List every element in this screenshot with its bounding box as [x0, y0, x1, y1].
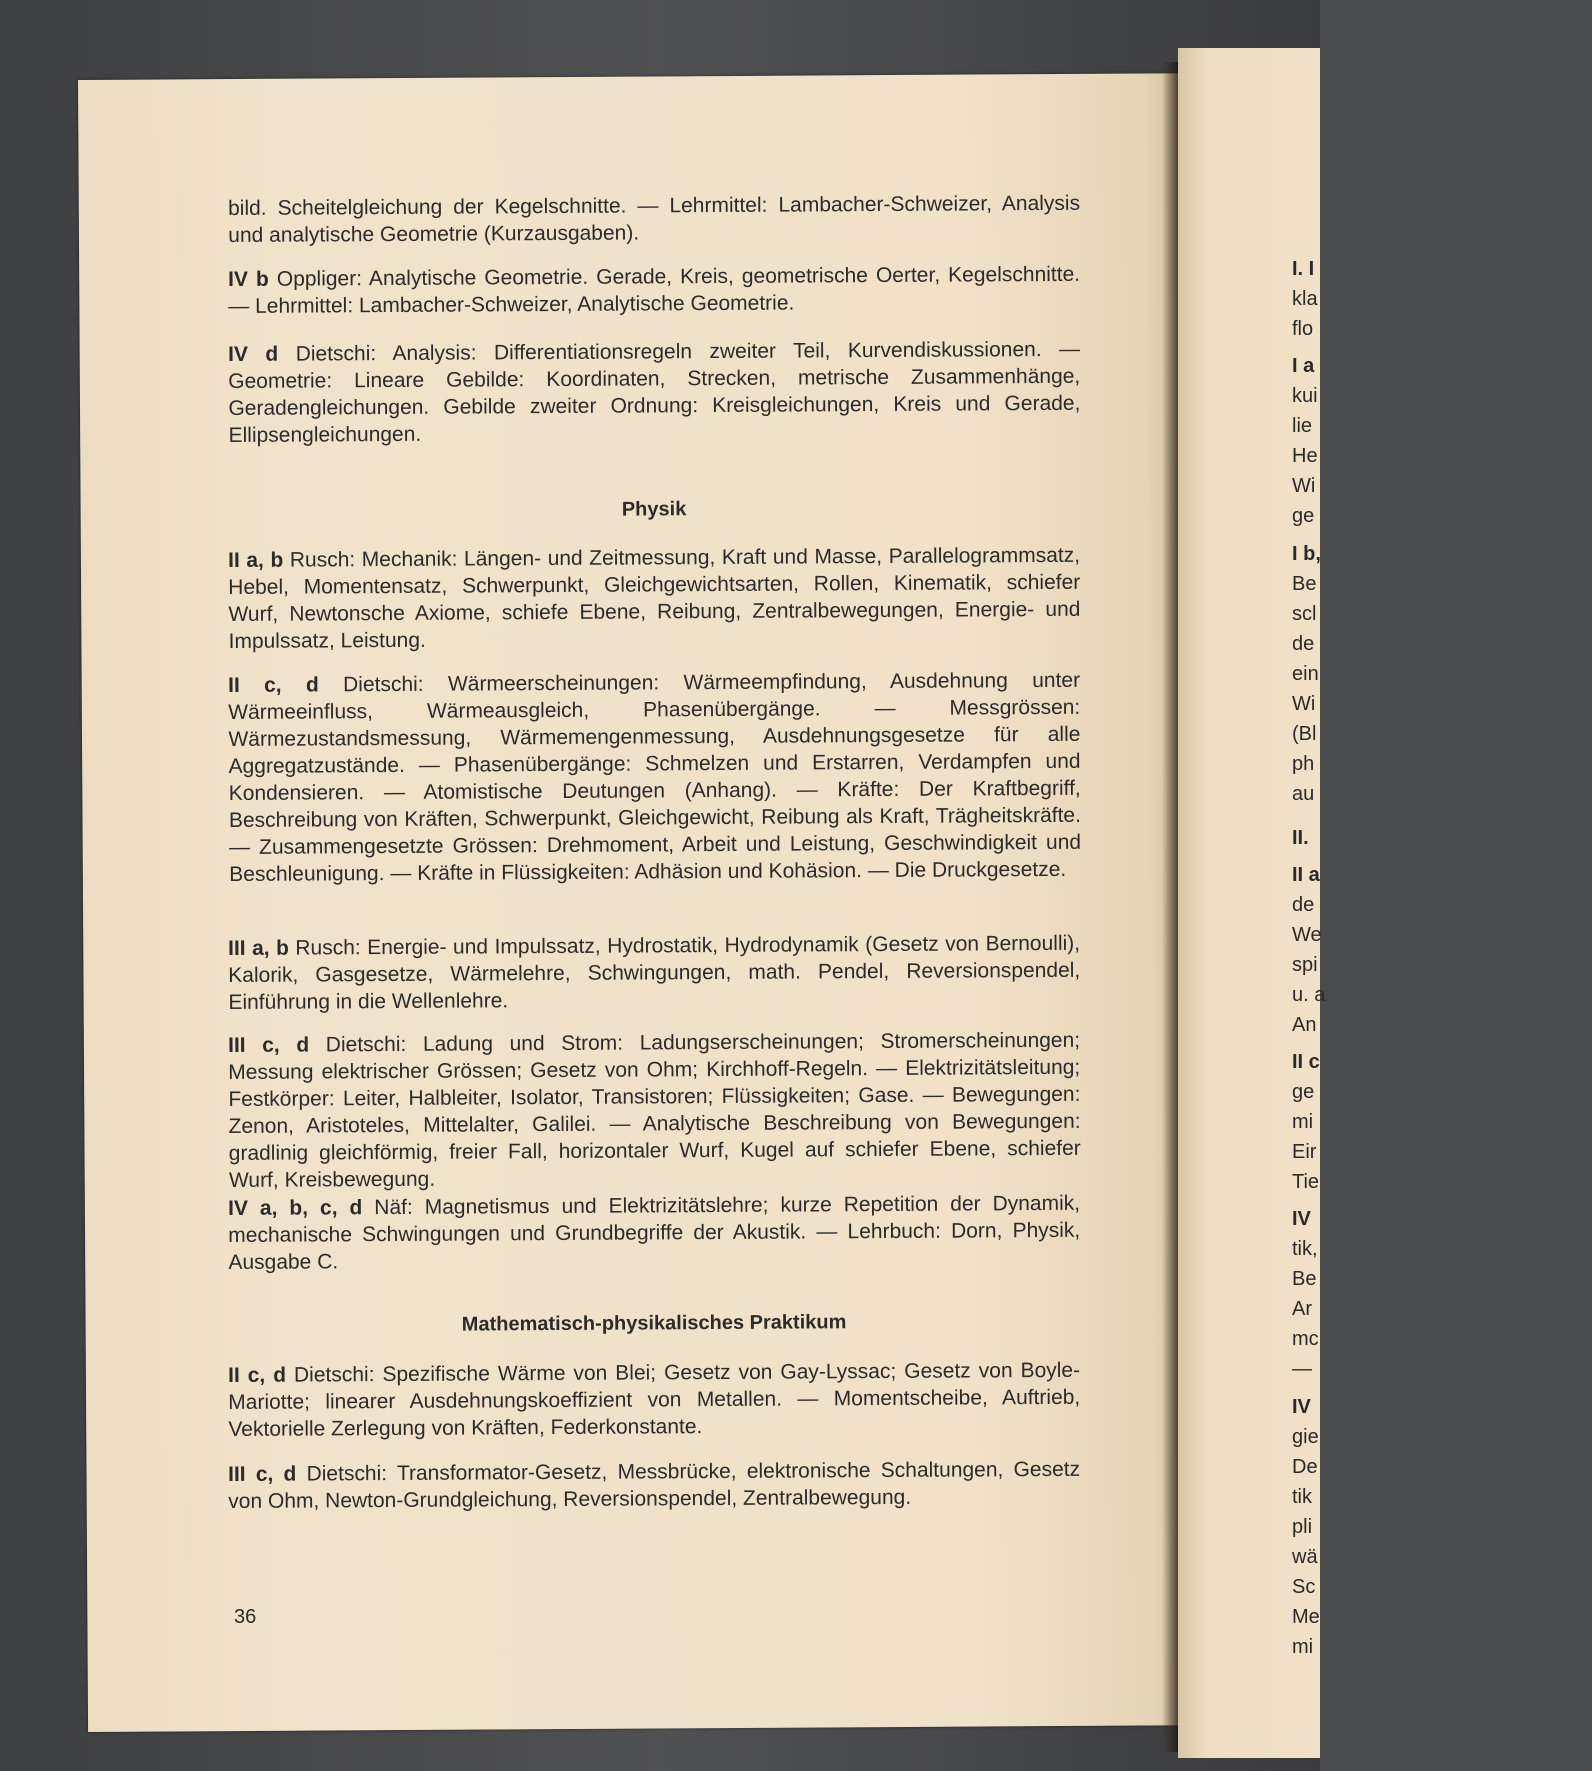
right-page-fragment: II.	[1292, 827, 1309, 849]
paragraph-text: Näf: Magnetismus und Elektrizitätslehre; kurze Repetition der Dynamik, mechanische Schwingungen und Grundbegriffe der Akustik. — Lehrbuch: Dorn, Physik, Ausgabe C.	[228, 1191, 1081, 1274]
right-page-fragment: Be	[1292, 573, 1317, 595]
right-page-fragment: Sc	[1292, 1576, 1316, 1598]
right-page-fragment: I b,	[1292, 543, 1321, 565]
right-page-fragment: IV	[1292, 1396, 1311, 1418]
paragraph	[228, 667, 1081, 888]
right-page-fragment: —	[1292, 1358, 1312, 1380]
paragraph	[228, 542, 1081, 655]
class-code: II c, d	[228, 673, 319, 697]
right-page-fragment: Eir	[1292, 1141, 1317, 1163]
class-code: III a, b	[228, 936, 289, 960]
right-page-fragment: ph	[1292, 753, 1315, 775]
right-page-fragment: I a	[1292, 355, 1315, 377]
paragraph	[228, 336, 1081, 449]
right-page-fragment: tik,	[1292, 1238, 1318, 1260]
paragraph-text: Oppliger: Analytische Geometrie. Gerade, Kreis, geometrische Oerter, Kegelschnitte. — Lehrmittel: Lambacher-Schweizer, Analytische Geometrie.	[228, 262, 1081, 318]
right-page-fragment: Ar	[1292, 1298, 1312, 1320]
paragraph	[228, 930, 1080, 1016]
right-page-fragment: tik	[1292, 1486, 1312, 1508]
class-code: III c, d	[228, 1033, 310, 1057]
right-page-fragment: mi	[1292, 1111, 1314, 1133]
right-page-fragment: I. I	[1292, 258, 1315, 280]
paragraph	[228, 1027, 1081, 1194]
right-page-fragment: ge	[1292, 1081, 1315, 1103]
page-number: 36	[234, 1606, 257, 1628]
right-page-fragment: de	[1292, 633, 1315, 655]
right-page-fragment: de	[1292, 894, 1315, 916]
right-page-fragment: We	[1292, 924, 1322, 946]
right-page-fragment: He	[1292, 445, 1318, 467]
class-code: II c, d	[228, 1363, 287, 1387]
right-page-fragment: gie	[1292, 1426, 1319, 1448]
class-code: IV d	[228, 342, 279, 366]
paragraph	[228, 1190, 1080, 1276]
right-page-fragment: An	[1292, 1014, 1317, 1036]
right-page-fragment: kui	[1292, 385, 1318, 407]
right-page-fragment: au	[1292, 783, 1315, 805]
class-code: IV b	[228, 267, 269, 291]
paragraph-text: Dietschi: Transformator-Gesetz, Messbrücke, elektronische Schaltungen, Gesetz von Ohm, Newton-Grundgleichung, Reversionspendel, Zentralbewegung.	[228, 1457, 1081, 1513]
class-code: II a, b	[228, 548, 284, 572]
right-page-fragment: II a	[1292, 864, 1320, 886]
section-title-praktikum: Mathematisch-physikalisches Praktikum	[461, 1311, 847, 1336]
right-page-fragment: II c	[1292, 1051, 1320, 1073]
paragraph	[228, 1456, 1080, 1515]
right-page-fragment: mi	[1292, 1636, 1314, 1658]
right-page-fragment: Be	[1292, 1268, 1317, 1290]
class-code: III c, d	[228, 1462, 297, 1486]
paragraph-text: Rusch: Energie- und Impulssatz, Hydrostatik, Hydrodynamik (Gesetz von Bernoulli), Kalorik, Gasgesetze, Wärmelehre, Schwingungen, math. Pendel, Reversionspendel, Einführung in die Wellenlehre.	[228, 931, 1081, 1014]
paragraph-text: Dietschi: Ladung und Strom: Ladungserscheinungen; Stromerscheinungen; Messung elektrischer Grössen; Gesetz von Ohm; Kirchhoff-Regeln. — Elektrizitätsleitung; Festkörper: Leiter, Halbleiter, Isolator, Transistoren; Flüssigkeiten; Gase. — Bewegungen: Zenon, Aristoteles, Mittelalter, Galilei. — Analytische Beschreibung von Bewegungen: gradlinig gleichförmig, freier Fall, horizontaler Wurf, Kugel auf schiefer Ebene, schiefer Wurf, Kreisbewegung.	[228, 1028, 1081, 1192]
right-page-fragment: Wi	[1292, 475, 1316, 497]
right-page-fragment: (Bl	[1292, 723, 1317, 745]
right-page-fragment: scl	[1292, 603, 1317, 625]
right-page-fragment: ein	[1292, 663, 1319, 685]
right-page-fragment: pli	[1292, 1516, 1313, 1538]
paragraph	[228, 190, 1080, 249]
paragraph	[228, 1357, 1080, 1443]
right-page-fragment: ge	[1292, 505, 1315, 527]
right-page-fragment: Wi	[1292, 693, 1316, 715]
right-page-fragment: wä	[1292, 1546, 1318, 1568]
section-title-physik: Physik	[621, 498, 687, 521]
right-page-fragment: mc	[1292, 1328, 1319, 1350]
class-code: IV a, b, c, d	[228, 1196, 363, 1220]
paragraph-text: Dietschi: Wärmeerscheinungen: Wärmeempfindung, Ausdehnung unter Wärmeeinfluss, Wärmeausgleich, Phasenübergänge. — Messgrössen: Wärmezustandsmessung, Wärmemengenmessung, Ausdehnungsgesetze für alle Aggregatzustände. — Phasenübergänge: Schmelzen und Erstarren, Verdampfen und Kondensieren. — Atomistische Deutungen (Anhang). — Kräfte: Der Kraftbegriff, Beschreibung von Kräften, Schwerpunkt, Gleichgewicht, Reibung als Kraft, Trägheitskräfte. — Zusammengesetzte Grössen: Drehmoment, Arbeit und Leistung, Geschwindigkeit und Beschleunigung. — Kräfte in Flüssigkeiten: Adhäsion und Kohäsion. — Die Druckgesetze.	[228, 668, 1082, 886]
right-page-fragment: flo	[1292, 318, 1314, 340]
right-page-fragment: Tie	[1292, 1171, 1320, 1193]
paragraph-text: Dietschi: Analysis: Differentiationsregeln zweiter Teil, Kurvendiskussionen. — Geometrie: Lineare Gebilde: Koordinaten, Strecken, metrische Zusammenhänge, Geradengleichungen. Gebilde zweiter Ordnung: Kreisgleichungen, Kreis und Gerade, Ellipsengleichungen.	[228, 337, 1081, 447]
right-page-fragment: lie	[1292, 415, 1313, 437]
paragraph-text: Rusch: Mechanik: Längen- und Zeitmessung, Kraft und Masse, Parallelogrammsatz, Hebel, Momentensatz, Schwerpunkt, Gleichgewichtsarten, Rollen, Kinematik, schiefer Wurf, Newtonsche Axiome, schiefe Ebene, Reibung, Zentralbewegungen, Energie- und Impulssatz, Leistung.	[228, 543, 1081, 653]
paragraph-text: bild. Scheitelgleichung der Kegelschnitte. — Lehrmittel: Lambacher-Schweizer, Analysis und analytische Geometrie (Kurzausgaben).	[228, 191, 1081, 247]
right-page-fragment: IV	[1292, 1208, 1311, 1230]
paragraph-text: Dietschi: Spezifische Wärme von Blei; Gesetz von Gay-Lyssac; Gesetz von Boyle-Mariotte; linearer Ausdehnungskoeffizient von Metallen. — Momentscheibe, Auftrieb, Vektorielle Zerlegung von Kräften, Federkonstante.	[228, 1358, 1081, 1441]
right-page-fragment: kla	[1292, 288, 1318, 310]
paragraph	[228, 261, 1080, 320]
right-page-fragment: u. a	[1292, 984, 1326, 1006]
right-page-fragment: De	[1292, 1456, 1318, 1478]
right-page-fragment: Me	[1292, 1606, 1320, 1628]
right-page-fragment: spi	[1292, 954, 1318, 976]
